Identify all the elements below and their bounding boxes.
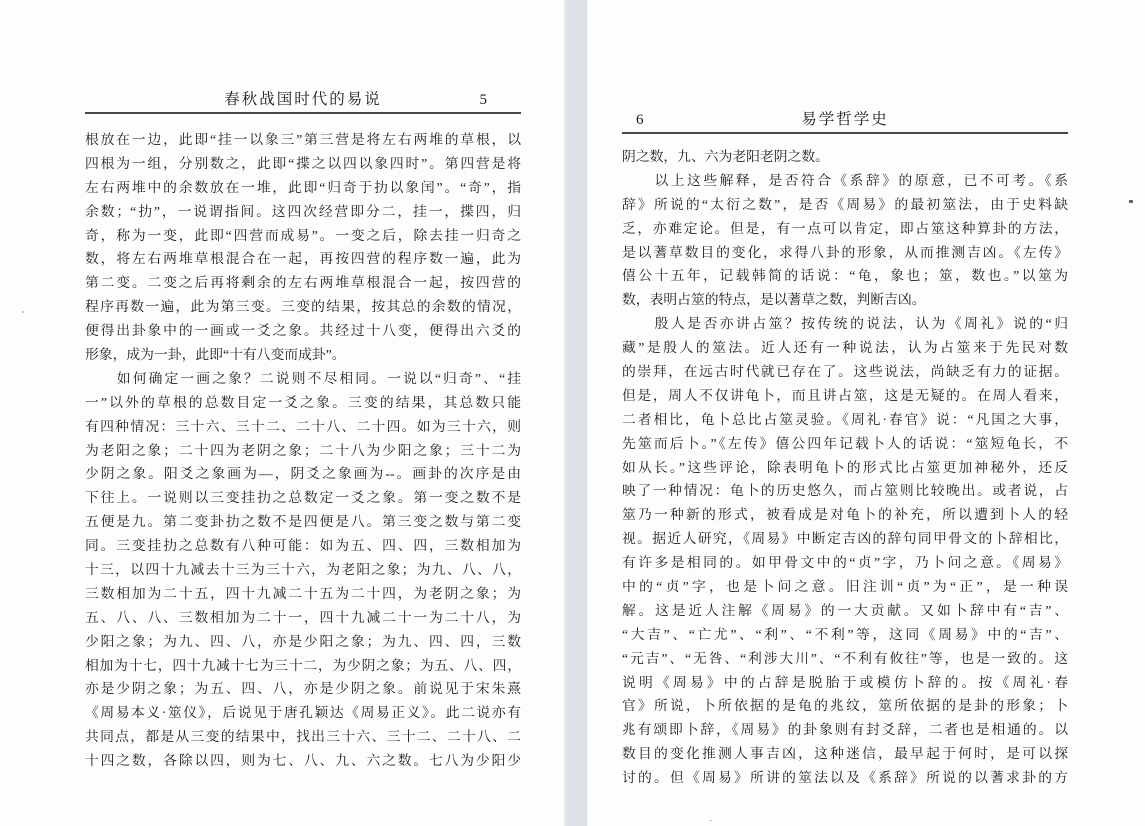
text-line: 根放在一边，此即“挂一以象三”第三营是将左右两堆的草根，以: [85, 132, 521, 147]
text-line: 余数；“扐”，一说谓指间。这四次经营即分二，挂一，揲四，归: [85, 203, 521, 219]
text-line: 是以蓍草数目的变化，求得八卦的形象，从而推测吉凶。《左传》: [622, 244, 1068, 260]
page-header-left: [85, 90, 521, 110]
running-title-right: 易学哲学史: [801, 111, 889, 128]
text-line: 二者相比，龟卜总比占筮灵验。《周礼·春官》说：“凡国之大事，: [622, 411, 1068, 427]
text-line: 五便是九。第二变卦扐之数不是四便是八。第三变之数与第二变: [85, 514, 521, 530]
text-line: 有许多是相同的。如甲骨文中的“贞”字，乃卜问之意。《周易》: [622, 555, 1068, 571]
text-line: 解。这是近人注解《周易》的一大贡献。又如卜辞中有“吉”、: [622, 602, 1068, 618]
text-line: 如从长。”这些评论，除表明龟卜的形式比占筮更加神秘外，还反: [622, 459, 1068, 475]
text-line: 中的“贞”字，也是卜问之意。旧注训“贞”为“正”，是一种误: [622, 579, 1068, 595]
text-line: 一”以外的草根的总数目定一爻之象。三变的结果，其总数只能: [85, 394, 521, 410]
text-line: 左右两堆中的余数放在一堆，此即“归奇于扐以象闰”。“奇”，指: [85, 179, 521, 195]
text-line: 五、八、八、三数相加为二十一，四十九减二十一为二十八，为: [85, 609, 521, 625]
text-line: 十三，以四十九减去十三为三十六，为老阳之象；为九、八、八，: [85, 562, 521, 578]
header-rule-left: [85, 112, 521, 114]
page-number-left: 5: [479, 92, 487, 108]
text-line: 的崇拜，在远古时代就已存在了。这些说法，尚缺乏有力的证据。: [622, 364, 1068, 380]
text-line: 殷人是否亦讲占筮？按传统的说法，认为《周礼》说的“归: [622, 316, 1068, 332]
text-line: 数，将左右两堆草根混合在一起，再按四营的程序数一遍，此为: [85, 251, 521, 267]
page-header-right: [622, 110, 1068, 130]
scan-speck: [709, 820, 712, 821]
text-line: 以上这些解释，是否符合《系辞》的原意，已不可考。《系: [622, 172, 1068, 188]
text-line: 兆有颂即卜辞，《周易》的卦象则有封爻辞，二者也是相通的。以: [622, 722, 1068, 738]
text-line: 相加为十七，四十九减十七为三十二，为少阴之象；为五、八、四，: [85, 657, 521, 673]
text-line: 同。三变挂扐之总数有八种可能：如为五、四、四，三数相加为: [85, 538, 521, 554]
text-line: 少阳之象；为九、四、八，亦是少阳之象；为九、四、四，三数: [85, 633, 521, 649]
text-line: 为老阳之象；二十四为老阴之象；二十八为少阳之象；三十二为: [85, 442, 521, 458]
text-line: 藏”是殷人的筮法。近人还有一种说法，认为占筮来于先民对数: [622, 340, 1068, 356]
text-line: 有四种情况：三十六、三十二、二十八、二十四。如为三十六，则: [85, 418, 521, 434]
text-line: 共同点，都是从三变的结果中，找出三十六、三十二、二十八、二: [85, 729, 521, 745]
page-number-right: 6: [636, 112, 644, 128]
text-line: 但是，周人不仅讲龟卜，而且讲占筮，这是无疑的。在周人看来，: [622, 387, 1068, 403]
text-line: 数，表明占筮的特点，是以蓍草之数，判断吉凶。: [622, 292, 926, 308]
page-body-right: [622, 145, 1068, 790]
header-rule-right: [622, 132, 1068, 134]
page-right: [622, 110, 1068, 790]
text-line: “大吉”、“亡尤”、“利”、“不利”等，这同《周易》中的“吉”、: [622, 626, 1068, 642]
text-line: “元吉”、“无咎、“利涉大川”、“不利有攸往”等，也是一致的。这: [622, 650, 1068, 666]
text-line: 三数相加为二十五，四十九减二十五为二十四，为老阴之象；为: [85, 585, 521, 601]
text-line: 映了一种情况：龟卜的历史悠久，而占筮则比较晚出。或者说，占: [622, 483, 1068, 499]
page-gutter: [564, 0, 587, 826]
text-line: 四根为一组，分别数之，此即“揲之以四以象四时”。第四营是将: [85, 155, 521, 171]
text-line: 如何确定一画之象？二说则不尽相同。一说以“归奇”、“挂: [85, 370, 521, 386]
text-line: 少阴之象。阳爻之象画为—，阴爻之象画为--。画卦的次序是由: [85, 466, 521, 482]
scan-speck: [1129, 200, 1133, 203]
text-line: 僖公十五年，记载韩简的话说：“龟，象也；筮，数也。”以筮为: [622, 268, 1068, 284]
text-line: 便得出卦象中的一画或一爻之象。共经过十八变，便得出六爻的: [85, 323, 521, 339]
text-line: 说明《周易》中的占辞是脱胎于或模仿卜辞的。按《周礼·春: [622, 674, 1068, 690]
text-line: 《周易本义·筮仪》，后说见于唐孔颖达《周易正义》。此二说亦有: [85, 705, 521, 721]
text-line: 程序再数一遍，此为第三变。三变的结果，按其总的余数的情况，: [85, 299, 521, 315]
text-line: 奇，称为一变，此即“四营而成易”。一变之后，除去挂一归奇之: [85, 227, 521, 243]
text-line: 乏，亦难定论。但是，有一点可以肯定，即占筮这种算卦的方法，: [622, 220, 1068, 236]
page-body-left: [85, 128, 521, 773]
text-line: 讨的。但《周易》所讲的筮法以及《系辞》所说的以蓍求卦的方: [622, 770, 1068, 786]
scan-speck: [22, 311, 24, 313]
text-line: 视。据近人研究，《周易》中断定吉凶的辞句同甲骨文的卜辞相比，: [622, 531, 1068, 547]
text-line: 先筮而后卜。”《左传》僖公四年记载卜人的话说：“筮短龟长，不: [622, 435, 1068, 451]
text-line: 筮乃一种新的形式，被看成是对龟卜的补充，所以遭到卜人的轻: [622, 507, 1068, 523]
text-line: 亦是少阴之象；为五、四、八，亦是少阴之象。前说见于宋朱熹: [85, 681, 521, 697]
text-line: 数目的变化推测人事吉凶，这种迷信，最早起于何时，是可以探: [622, 746, 1068, 762]
text-line: 下往上。一说则以三变挂扐之总数定一爻之象。第一变之数不是: [85, 490, 521, 506]
page-left: [85, 90, 521, 773]
text-line: 阴之数，九、六为老阳老阴之数。: [622, 149, 829, 164]
text-line: 十四之数，各除以四，则为七、八、九、六之数。七八为少阳少: [85, 753, 521, 769]
text-line: 官》所说，卜所依据的是龟的兆纹，筮所依据的是卦的形象；卜: [622, 698, 1068, 714]
text-line: 第二变。二变之后再将剩余的左右两堆草根混合一起，按四营的: [85, 275, 521, 291]
text-line: 形象，成为一卦，此即“十有八变而成卦”。: [85, 347, 346, 363]
running-title-left: 春秋战国时代的易说: [224, 91, 382, 108]
text-line: 辞》所说的“太衍之数”，是否《周易》的最初筮法，由于史料缺: [622, 196, 1068, 212]
